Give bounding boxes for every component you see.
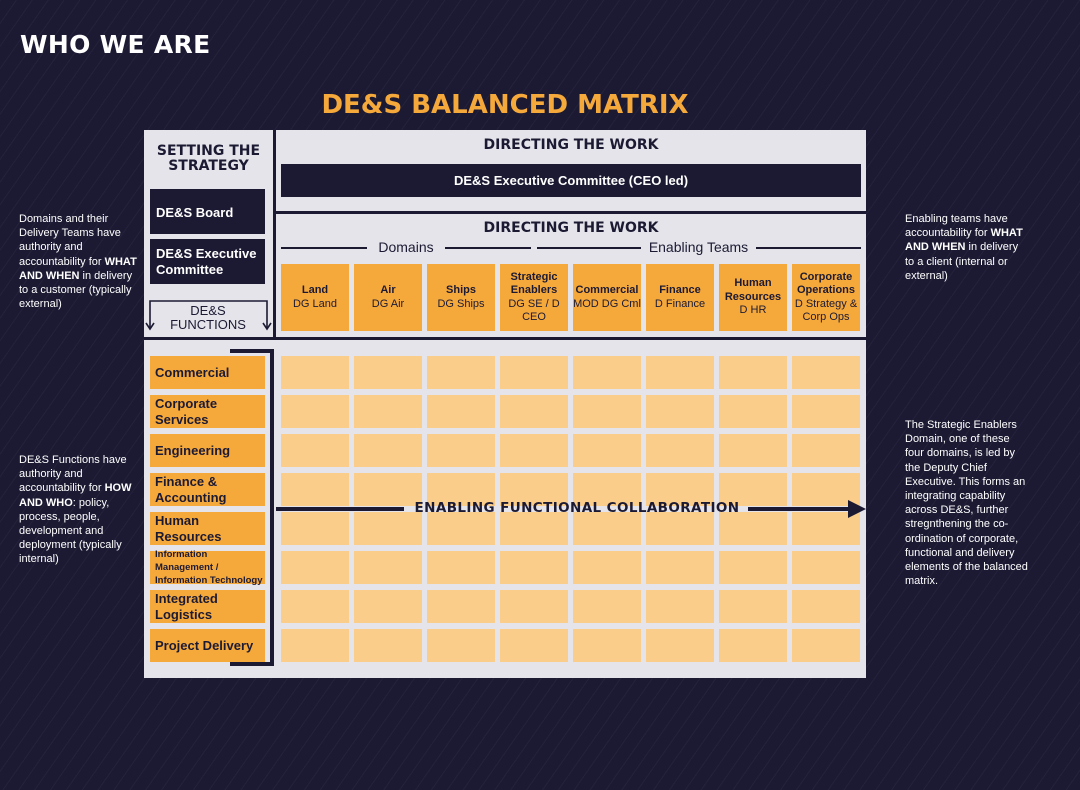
function-name: Finance & Accounting (155, 474, 227, 505)
collab-arrow-line-left (276, 507, 404, 511)
matrix-cell (427, 356, 495, 389)
column-lead: D HR (739, 304, 767, 317)
directing-header-mid: DIRECTING THE WORK (483, 220, 659, 236)
matrix-cell (646, 551, 714, 584)
right-note-enabling (905, 212, 1030, 283)
left-note-domains-post: in delivery to a customer (typically external) (19, 269, 133, 311)
matrix-cell (719, 551, 787, 584)
column-header (573, 264, 641, 331)
strategy-header: SETTING THE STRATEGY (156, 143, 261, 174)
matrix-cell (354, 356, 422, 389)
matrix-cell (500, 356, 568, 389)
matrix-cell (500, 590, 568, 623)
function-name: Human Resources (155, 513, 222, 544)
matrix-cell (500, 395, 568, 428)
matrix-cell (646, 629, 714, 662)
matrix-divider (144, 337, 866, 340)
column-name: Commercial (575, 284, 639, 296)
matrix-cell (427, 551, 495, 584)
column-header (427, 264, 495, 331)
column-header (354, 264, 422, 331)
enabling-line-left (537, 247, 641, 249)
column-lead: D Strategy & Corp Ops (794, 297, 858, 323)
function-name: Corporate Services (155, 396, 218, 427)
column-lead: D Finance (654, 297, 706, 310)
matrix-cell (354, 434, 422, 467)
functions-label: DE&S FUNCTIONS (170, 303, 246, 332)
domains-line-left (281, 247, 367, 249)
left-note-functions-bold: HOW AND WHO (19, 482, 132, 509)
left-note-functions-pre: DE&S Functions have authority and accountability for (19, 454, 127, 495)
matrix-cell (719, 590, 787, 623)
column-name: Land (301, 284, 329, 296)
matrix-cell (427, 590, 495, 623)
matrix-cell (281, 395, 349, 428)
matrix-cell (719, 629, 787, 662)
matrix-title: DE&S BALANCED MATRIX (321, 90, 689, 120)
enabling-line-right (756, 247, 861, 249)
matrix-cell (281, 434, 349, 467)
column-lead: DG Land (292, 297, 338, 310)
left-note-domains-pre: Domains and their Delivery Teams have authority and accountability for (19, 213, 121, 268)
board-label: DE&S Board (156, 205, 234, 220)
function-bracket (228, 348, 278, 670)
matrix-cell (646, 395, 714, 428)
function-name: Project Delivery (155, 637, 254, 653)
column-header (792, 264, 860, 331)
matrix-cell (500, 629, 568, 662)
matrix-cell (281, 512, 349, 545)
matrix-cell (500, 434, 568, 467)
matrix-cell (500, 512, 568, 545)
domains-line-right (445, 247, 531, 249)
matrix-cell (573, 551, 641, 584)
exec-committee-banner (281, 164, 861, 197)
matrix-cell (573, 434, 641, 467)
matrix-cell (646, 512, 714, 545)
column-header (719, 264, 787, 331)
matrix-cell (792, 434, 860, 467)
directing-divider (276, 211, 866, 214)
collab-label: ENABLING FUNCTIONAL COLLABORATION (414, 500, 740, 516)
directing-header-top: DIRECTING THE WORK (483, 137, 659, 153)
collab-arrow-head-icon (848, 500, 866, 518)
column-name: Strategic Enablers (510, 270, 558, 296)
left-note-functions-post: : policy, process, people, development and deployment (typically internal) (19, 496, 122, 566)
matrix-cell (427, 434, 495, 467)
matrix-cell (354, 512, 422, 545)
column-name: Corporate Operations (796, 270, 856, 296)
board-box (150, 189, 265, 234)
matrix-cell (719, 434, 787, 467)
matrix-cell (646, 590, 714, 623)
matrix-cell (427, 395, 495, 428)
right-note-enabling-post: in delivery to a client (internal or external) (905, 241, 1019, 282)
matrix-cell (281, 629, 349, 662)
matrix-cell (427, 629, 495, 662)
left-note-domains (19, 212, 144, 311)
column-header (500, 264, 568, 331)
function-name: Commercial (155, 364, 230, 380)
matrix-cell (792, 590, 860, 623)
matrix-cell (792, 395, 860, 428)
domains-label: Domains (378, 239, 434, 255)
right-note-enabling-bold: WHAT AND WHEN (905, 227, 1023, 254)
column-lead: MOD DG Cml (573, 297, 641, 310)
column-lead: DG Ships (437, 297, 485, 310)
matrix-cell (573, 629, 641, 662)
matrix-cell (354, 590, 422, 623)
matrix-cell (573, 356, 641, 389)
column-name: Human Resources (724, 277, 782, 303)
matrix-cell (281, 473, 349, 506)
column-lead: DG SE / D CEO (508, 297, 560, 323)
exec-committee-label: DE&S Executive Committee (156, 246, 257, 277)
matrix-cell (500, 551, 568, 584)
enabling-teams-label: Enabling Teams (648, 239, 749, 255)
column-name: Finance (659, 284, 701, 296)
column-name: Ships (446, 284, 476, 296)
function-name: Engineering (155, 442, 231, 458)
matrix-cell (354, 629, 422, 662)
right-note-strategic-enablers: The Strategic Enablers Domain, one of these four domains, is led by the Deputy Chief Executive. This forms an integrating capability across DE&S, further stregnthening the co-ordination of corporate, functional and delivery elements of the balanced matrix. (905, 419, 1028, 588)
collab-arrow-line-right (748, 507, 852, 511)
matrix-cell (354, 551, 422, 584)
matrix-cell (354, 395, 422, 428)
matrix-cell (719, 512, 787, 545)
function-name: Integrated Logistics (155, 591, 218, 622)
right-note-enabling-pre: Enabling teams have accountability for (905, 213, 1008, 240)
matrix-cell (573, 395, 641, 428)
column-header (281, 264, 349, 331)
matrix-cell (573, 590, 641, 623)
exec-committee-box (150, 239, 265, 284)
column-name: Air (380, 284, 396, 296)
matrix-cell (427, 512, 495, 545)
matrix-cell (281, 590, 349, 623)
matrix-cell (792, 551, 860, 584)
matrix-cell (573, 512, 641, 545)
matrix-cell (792, 629, 860, 662)
left-note-functions (19, 453, 144, 567)
exec-committee-banner-label: DE&S Executive Committee (CEO led) (453, 173, 689, 188)
column-lead: DG Air (371, 297, 405, 310)
matrix-cell (719, 395, 787, 428)
column-header (646, 264, 714, 331)
left-note-domains-bold: WHAT AND WHEN (19, 255, 137, 282)
matrix-cell (281, 356, 349, 389)
matrix-cell (646, 356, 714, 389)
page-title: WHO WE ARE (20, 30, 211, 59)
matrix-cell (646, 434, 714, 467)
function-name: Information Management / Information Technology (155, 549, 263, 586)
matrix-cell (792, 356, 860, 389)
matrix-cell (281, 551, 349, 584)
matrix-cell (719, 356, 787, 389)
